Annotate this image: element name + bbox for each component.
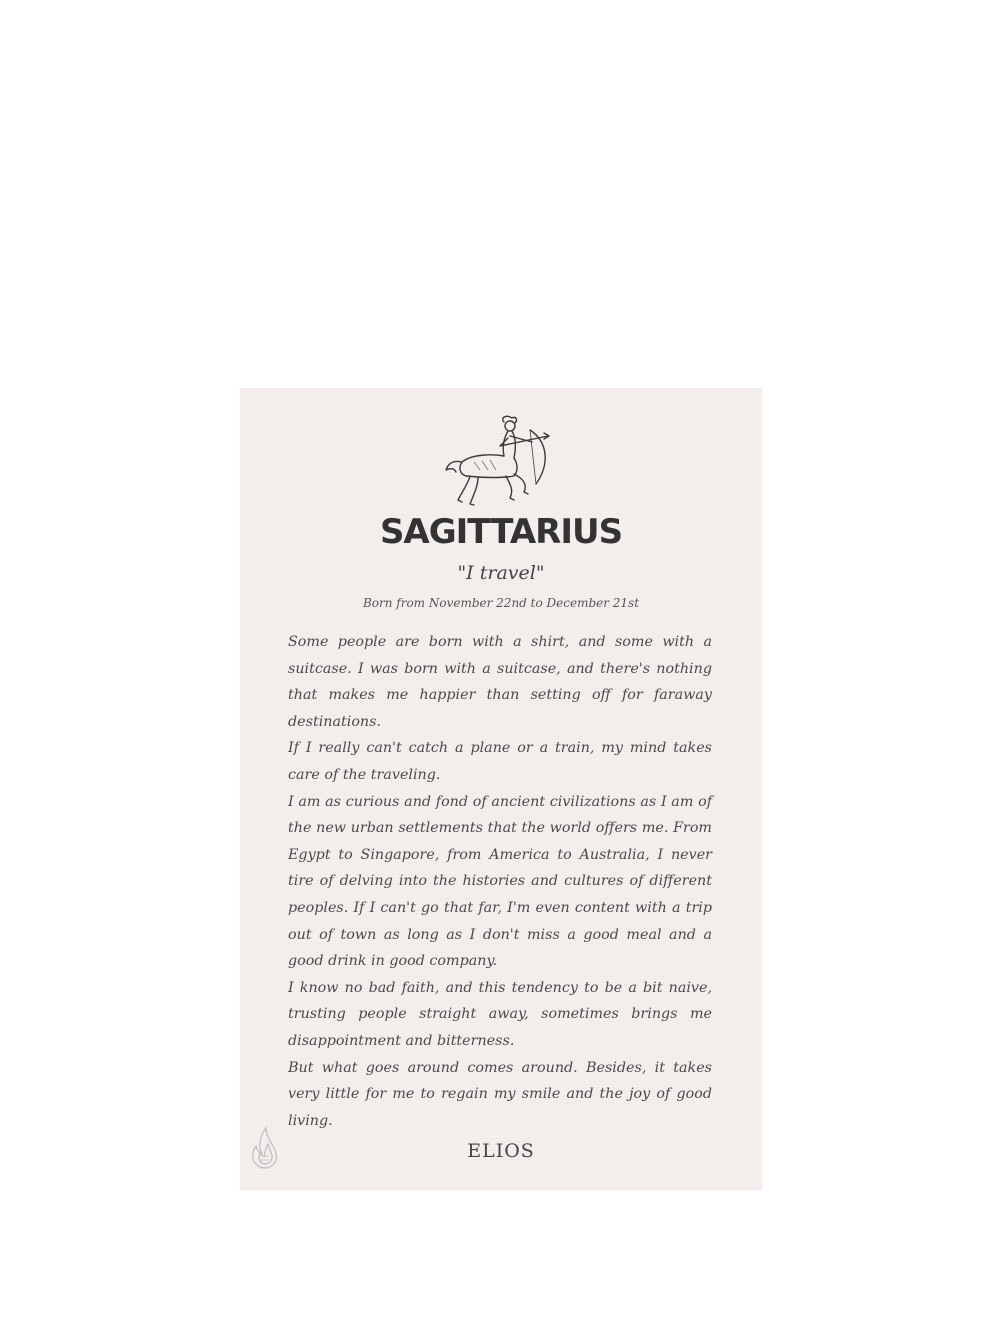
sign-motto: "I travel" [457, 562, 545, 584]
sign-title: SAGITTARIUS [379, 512, 623, 552]
sign-description [288, 629, 712, 1134]
zodiac-card [240, 388, 762, 1190]
description-paragraph: If I really can't catch a plane or a train, my mind takes care of the traveling. [288, 740, 712, 783]
centaur-archer-icon [444, 412, 558, 512]
description-paragraph: Some people are born with a shirt, and some with a suitcase. I was born with a suitcase, and there's nothing that makes me happier than setting off for faraway destinations. [288, 634, 712, 730]
description-paragraph: I am as curious and fond of ancient civilizations as I am of the new urban settlements that the world offers me. From Egypt to Singapore, from America to Australia, I never tire of delving into the histories and cultures of different peoples. If I can't go that far, I'm even content with a trip out of town as long as I don't miss a good meal and a good drink in good company. [288, 793, 712, 970]
description-paragraph: But what goes around comes around. Besides, it takes very little for me to regain my smile and the joy of good living. [288, 1059, 712, 1129]
description-paragraph: I know no bad faith, and this tendency to be a bit naive, trusting people straight away, sometimes brings me disappointment and bitterness. [288, 979, 712, 1049]
sign-dates: Born from November 22nd to December 21st [362, 596, 640, 610]
brand-name: ELIOS [467, 1140, 535, 1162]
